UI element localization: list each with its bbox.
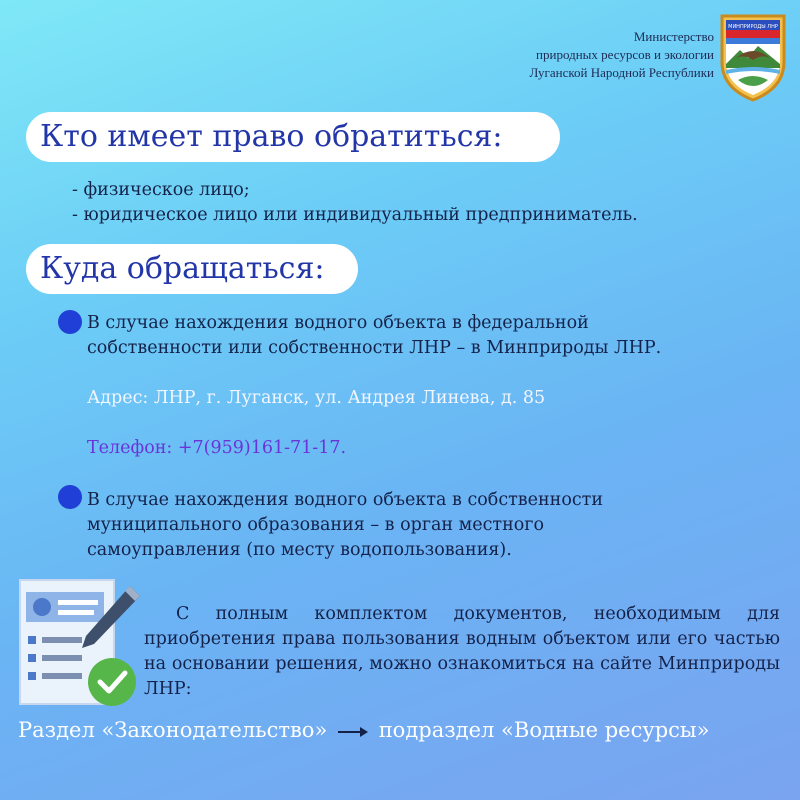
address-text: Адрес: ЛНР, г. Луганск, ул. Андрея Линева, д. 85 bbox=[87, 388, 546, 408]
info-paragraph: С полным комплектом документов, необходимым для приобретения права пользования водным объектом или его частью на основании решения, можно ознакомиться на сайте Минприроды ЛНР: bbox=[144, 604, 780, 699]
case-federal bbox=[87, 311, 787, 361]
section-heading-where: Куда обращаться: bbox=[26, 244, 358, 294]
emblem-text: МИНПРИРОДЫ ЛНР bbox=[728, 24, 778, 30]
bullet-dot-icon bbox=[58, 310, 82, 334]
case-federal-line-2: собственности или собственности ЛНР – в Минприроды ЛНР. bbox=[87, 338, 662, 358]
section-heading-who: Кто имеет право обратиться: bbox=[26, 112, 560, 162]
case-municipal-line-2: муниципального образования – в орган местного bbox=[87, 515, 545, 535]
arrow-right-icon bbox=[338, 726, 368, 738]
case-municipal-line-3: самоуправления (по месту водопользования). bbox=[87, 540, 512, 560]
document-check-icon bbox=[18, 578, 146, 710]
ministry-line-2: природных ресурсов и экологии bbox=[536, 47, 714, 62]
case-municipal-line-1: В случае нахождения водного объекта в собственности bbox=[87, 490, 604, 510]
ministry-line-3: Луганской Народной Республики bbox=[529, 65, 714, 80]
site-navigation-path bbox=[18, 716, 709, 744]
ministry-name bbox=[530, 28, 714, 82]
ministry-emblem-icon bbox=[716, 8, 790, 104]
list-item: - юридическое лицо или индивидуальный предприниматель. bbox=[72, 205, 638, 225]
applicant-list bbox=[72, 178, 638, 228]
checkmark-icon bbox=[88, 658, 136, 706]
case-federal-line-1: В случае нахождения водного объекта в федеральной bbox=[87, 313, 589, 333]
bullet-dot-icon bbox=[58, 485, 82, 509]
ministry-line-1: Министерство bbox=[633, 29, 714, 44]
phone-text: Телефон: +7(959)161-71-17. bbox=[87, 438, 347, 458]
nav-subsection-link[interactable]: подраздел «Водные ресурсы» bbox=[378, 718, 710, 742]
nav-section-link[interactable]: Раздел «Законодательство» bbox=[18, 718, 328, 742]
list-item: - физическое лицо; bbox=[72, 180, 250, 200]
case-municipal bbox=[87, 488, 787, 563]
